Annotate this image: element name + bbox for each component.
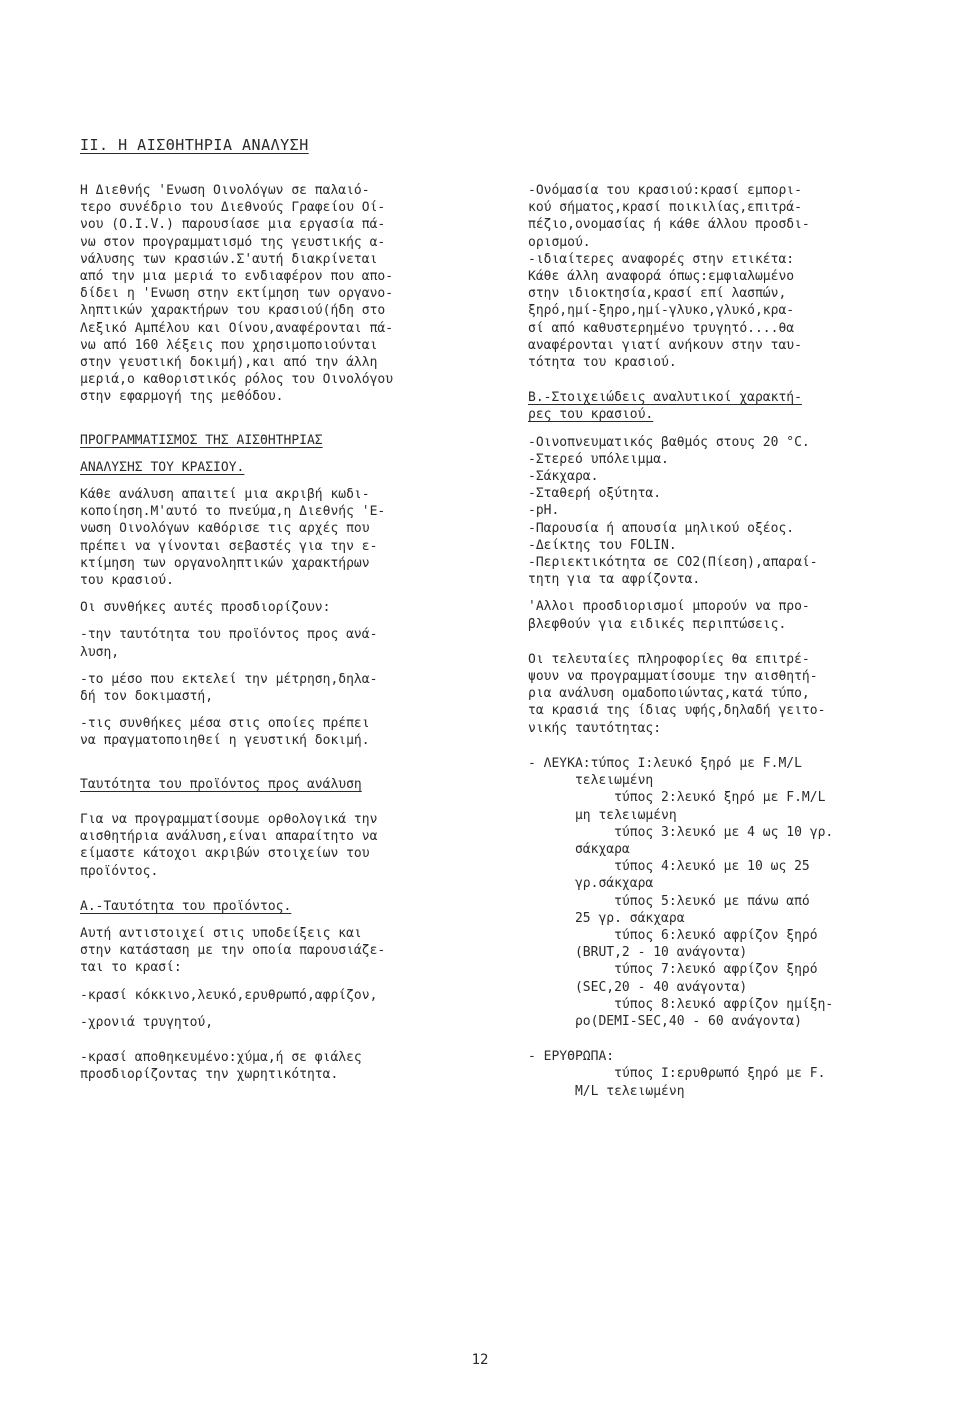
text-line: στην κατάσταση με την οποία παρουσιάζε- [80, 943, 386, 959]
text-line: ρο(DEMI-SEC,40 - 60 ανάγοντα) [528, 1013, 802, 1029]
list-item [80, 715, 500, 749]
list-item: -pH. [528, 503, 560, 519]
text-line: να πραγματοποιηθεί η γευστική δοκιμή. [80, 733, 370, 749]
text-line: ορισμού. [528, 234, 591, 250]
text-line: -το μέσο που εκτελεί την μέτρηση,δηλα- [80, 671, 378, 687]
text-line: (BRUT,2 - 10 ανάγοντα) [528, 945, 748, 961]
text-line: Η Διεθνής 'Ενωση Οινολόγων σε παλαιό- [80, 183, 370, 198]
text-line: λυση, [80, 644, 120, 660]
text-line: νω από 160 λέξεις που χρησιμοποιούνται [80, 337, 378, 353]
text-line: προσδιορίζοντας την χωρητικότητα. [80, 1067, 339, 1083]
text-line: τύπος 4:λευκό με 10 ως 25 [528, 859, 810, 875]
list-item [80, 671, 500, 705]
text-line: κτίμηση των οργανοληπτικών χαρακτήρων [80, 555, 370, 571]
text-line: μεριά,ο καθοριστικός ρόλος του Οινολόγου [80, 372, 394, 388]
text-line: στην γευστική δοκιμή),και από την άλλη [80, 355, 378, 371]
text-line: νικής ταυτότητας: [528, 720, 662, 736]
list-item: -Σταθερή οξύτητα. [528, 486, 662, 502]
text-line: τελειωμένη [528, 773, 654, 789]
text-line: Κάθε άλλη αναφορά όπως:εμφιαλωμένο [528, 269, 795, 285]
text-line: τερο συνέδριο του Διεθνούς Γραφείου Οί- [80, 200, 386, 216]
chapter-title: II. Η ΑΙΣΘΗΤΗΡΙΑ ΑΝΑΛΥΣΗ [80, 136, 309, 154]
text-line: τητη για τα αφρίζοντα. [528, 572, 701, 588]
text-line: τύπος 7:λευκό αφρίζον ξηρό [528, 962, 818, 978]
program-paragraph [80, 486, 500, 589]
text-line: πέζιο,ονομασίας ή κάθε άλλου προσδι- [528, 217, 810, 233]
left-column [80, 182, 500, 1083]
text-line: τύπος 6:λευκό αφρίζον ξηρό [528, 927, 818, 943]
text-line: Κάθε ανάλυση απαιτεί μια ακριβή κωδι- [80, 487, 370, 503]
text-line: 'Αλλοι προσδιορισμοί μπορούν να προ- [528, 599, 810, 615]
text-line: δίδει η 'Ενωση στην εκτίμηση των οργανο- [80, 286, 394, 302]
list-item: -Οινοπνευματικός βαθμός στους 20 °C. [528, 434, 810, 450]
page-number: 12 [471, 1352, 489, 1368]
section-a-list [80, 987, 500, 1084]
heading-line: ΠΡΟΓΡΑΜΜΑΤΙΣΜΟΣ ΤΗΣ ΑΙΣΘΗΤΗΡΙΑΣ [80, 432, 323, 448]
text-line: κοποίηση.Μ'αυτό το πνεύμα,η Διεθνής 'Ε- [80, 504, 386, 520]
white-wine-types [528, 755, 918, 1030]
right-column [528, 182, 918, 1100]
heading-line: ρες του κρασιού. [528, 407, 654, 423]
text-line: τύπος Ι:ερυθρωπό ξηρό με F. [528, 1066, 826, 1082]
list-item: -Περιεκτικότητα σε CO2(Πίεση),απαραί- [528, 555, 818, 571]
list-item: -Παρουσία ή απουσία μηλικού οξέος. [528, 520, 795, 536]
intro-paragraph [80, 182, 500, 406]
text-line: ληπτικών χαρακτήρων του κρασιού(ήδη στο [80, 303, 386, 319]
program-heading [80, 432, 500, 476]
text-line: πρέπει να γίνονται σεβαστές για την ε- [80, 538, 378, 554]
list-item [528, 251, 918, 371]
conditions-intro: Οι συνθήκες αυτές προσδιορίζουν: [80, 600, 331, 616]
text-line: τύπος 8:λευκό αφρίζον ημίξη- [528, 996, 834, 1012]
text-line: γρ.σάκχαρα [528, 876, 654, 892]
list-item: -Σάκχαρα. [528, 469, 599, 485]
text-line: Λεξικό Αμπέλου και Οίνου,αναφέρονται πά- [80, 320, 394, 336]
text-line: στην εφαρμογή της μεθόδου. [80, 389, 284, 405]
text-line: νάλυσης των κρασιών.Σ'αυτή διακρίνεται [80, 251, 378, 267]
text-line: του κρασιού. [80, 573, 174, 589]
red-wine-types [528, 1048, 918, 1100]
heading-line: ΑΝΑΛΥΣΗΣ ΤΟΥ ΚΡΑΣΙΟΥ. [80, 459, 245, 475]
text-line: M/L τελειωμένη [528, 1083, 685, 1099]
text-line: -Ονόμασία του κρασιού:κρασί εμπορι- [528, 183, 802, 198]
text-line: ξηρό,ημί-ξηρο,ημί-γλυκο,γλυκό,κρα- [528, 303, 795, 319]
text-line: σί από καθυστερημένο τρυγητό....θα [528, 320, 795, 336]
text-line: από την μια μεριά το ενδιαφέρον που απο- [80, 269, 394, 285]
text-line: αναφέρονται γιατί ανήκουν στην ταυ- [528, 337, 802, 353]
text-line: ται το κρασί: [80, 960, 182, 976]
text-line: ρια ανάλυση ομαδοποιώντας,κατά τύπο, [528, 686, 810, 702]
text-line: βλεφθούν για ειδικές περιπτώσεις. [528, 616, 787, 632]
list-item: -χρονιά τρυγητού, [80, 1014, 214, 1030]
list-item: -Δείκτης του FOLIN. [528, 537, 677, 553]
text-line: Οι τελευταίες πληροφορίες θα επιτρέ- [528, 651, 810, 667]
section-b-heading [528, 389, 918, 423]
white-wines-heading: - ΛΕΥΚΑ:τύπος Ι:λευκό ξηρό με F.M/L [528, 755, 802, 771]
text-line: -τις συνθήκες μέσα στις οποίες πρέπει [80, 716, 370, 732]
list-item: -κρασί κόκκινο,λευκό,ερυθρωπό,αφρίζον, [80, 987, 378, 1003]
other-paragraph [528, 598, 918, 632]
text-line: (SEC,20 - 40 ανάγοντα) [528, 979, 748, 995]
items-a-list [528, 182, 918, 371]
final-paragraph [528, 651, 918, 737]
text-line: νου (Ο.Ι.V.) παρουσίασε μια εργασία πά- [80, 217, 386, 233]
text-line: μη τελειωμένη [528, 807, 677, 823]
text-line: νω στον προγραμματισμό της γευστικής α- [80, 234, 386, 250]
text-line: κού σήματος,κρασί ποικιλίας,επιτρά- [528, 200, 802, 216]
text-line: είμαστε κάτοχοι ακριβών στοιχείων του [80, 846, 370, 862]
text-line: -την ταυτότητα του προϊόντος προς ανά- [80, 627, 378, 643]
text-line: τύπος 2:λευκό ξηρό με F.M/L [528, 790, 826, 806]
list-item [528, 182, 918, 251]
text-line: αισθητήρια ανάλυση,είναι απαραίτητο να [80, 829, 378, 845]
section-a-paragraph [80, 925, 500, 977]
text-line: τα κρασιά της ίδιας υφής,δηλαδή γειτο- [528, 703, 826, 719]
text-line: 25 γρ. σάκχαρα [528, 910, 685, 926]
text-line: Για να προγραμματίσουμε ορθολογικά την [80, 811, 378, 827]
identity-paragraph [80, 811, 500, 880]
section-a-heading: Α.-Ταυτότητα του προϊόντος. [80, 898, 292, 914]
text-line: τύπος 5:λευκό με πάνω από [528, 893, 810, 909]
list-item: -κρασί αποθηκευμένο:χύμα,ή σε φιάλες [80, 1049, 362, 1065]
list-item [80, 626, 500, 660]
text-line: στην ιδιοκτησία,κρασί επί λασπών, [528, 286, 787, 302]
identity-heading: Ταυτότητα του προϊόντος προς ανάλυση [80, 776, 362, 792]
text-line: Αυτή αντιστοιχεί στις υποδείξεις και [80, 925, 362, 941]
text-line: -ιδιαίτερες αναφορές στην ετικέτα: [528, 251, 795, 267]
conditions-list [80, 626, 500, 749]
text-line: δή τον δοκιμαστή, [80, 689, 214, 705]
section-b-list [528, 434, 918, 589]
text-line: νωση Οινολόγων καθόρισε τις αρχές που [80, 521, 370, 537]
heading-line: Β.-Στοιχειώδεις αναλυτικοί χαρακτή- [528, 390, 802, 406]
text-line: τύπος 3:λευκό με 4 ως 10 γρ. [528, 824, 834, 840]
text-line: ψουν να προγραμματίσουμε την αισθητή- [528, 669, 818, 685]
text-line: προϊόντος. [80, 863, 159, 879]
text-line: σάκχαρα [528, 841, 630, 857]
text-line: τότητα του κρασιού. [528, 355, 677, 371]
red-wines-heading: - ΕΡΥΘΡΩΠΑ: [528, 1049, 615, 1065]
list-item: -Στερεό υπόλειμμα. [528, 451, 669, 467]
